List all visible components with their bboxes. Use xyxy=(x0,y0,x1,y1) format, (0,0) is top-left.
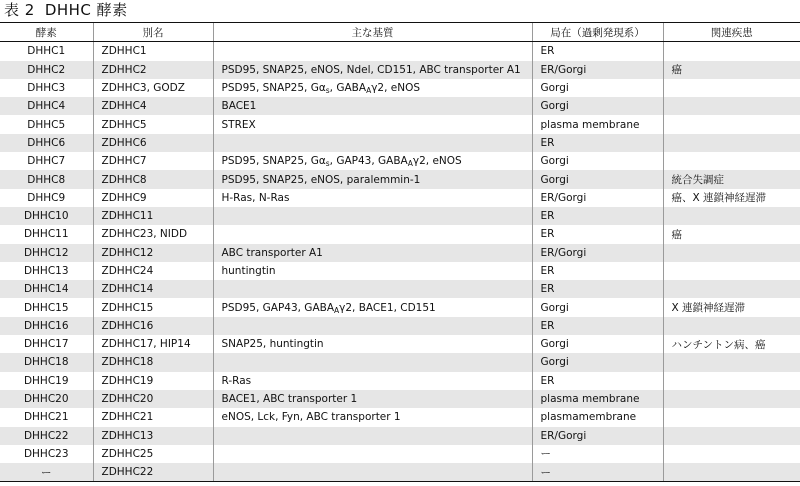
cell-disease: X 連鎖神経遅滞 xyxy=(663,298,800,316)
header-row xyxy=(0,23,800,42)
table-row xyxy=(0,353,800,371)
table-header xyxy=(0,23,800,42)
cell-substrates: PSD95, GAP43, $GABA_A\gamma 2$, BACE1, CD151 xyxy=(213,298,532,316)
cell-disease xyxy=(663,79,800,97)
header-enzyme: 酵素 xyxy=(0,23,93,42)
cell-disease: 統合失調症 xyxy=(663,170,800,188)
cell-enzyme: DHHC2 xyxy=(0,61,93,79)
table-row xyxy=(0,189,800,207)
cell-localization: Gorgi xyxy=(532,97,663,115)
header-localization: 局在（過剰発現系） xyxy=(532,23,663,42)
cell-enzyme: DHHC5 xyxy=(27,118,66,131)
cell-enzyme: DHHC6 xyxy=(0,134,93,152)
cell-enzyme: DHHC18 xyxy=(0,353,93,371)
cell-localization: ER xyxy=(532,207,663,225)
table-row xyxy=(0,372,800,390)
cell-enzyme: DHHC20 xyxy=(0,390,93,408)
cell-localization: Gorgi xyxy=(532,298,663,316)
cell-alias: ZDHHC24 xyxy=(93,262,213,280)
cell-localization: ER xyxy=(532,280,663,298)
cell-localization: ER/Gorgi xyxy=(532,427,663,445)
cell-disease xyxy=(663,353,800,371)
cell-substrates: BACE1 xyxy=(213,97,532,115)
table-row xyxy=(0,170,800,188)
cell-disease: 癌、X 連鎖神経遅滞 xyxy=(663,189,800,207)
cell-alias: ZDHHC8 xyxy=(93,170,213,188)
cell-disease xyxy=(663,280,800,298)
table-caption: DHHC 酵素 xyxy=(44,1,128,19)
cell-enzyme: DHHC13 xyxy=(23,265,69,277)
table-row xyxy=(0,79,800,97)
cell-enzyme: DHHC11 xyxy=(23,228,69,241)
cell-alias: ZDHHC12 xyxy=(93,244,213,262)
cell-enzyme: DHHC3 xyxy=(27,82,66,95)
cell-localization: ー xyxy=(532,445,663,463)
cell-substrates: PSD95, SNAP25, $G\alpha_s$, GAP43, $GABA_A\gamma 2$, eNOS xyxy=(213,152,532,170)
cell-enzyme: DHHC10 xyxy=(0,207,93,225)
cell-substrates: PSD95, SNAP25, $G\alpha_s$, $GABA_A\gamma 2$, eNOS xyxy=(213,79,532,97)
cell-enzyme: DHHC17 xyxy=(23,338,69,351)
cell-alias: ZDHHC5 xyxy=(93,115,213,133)
cell-enzyme: DHHC8 xyxy=(0,170,93,188)
cell-alias: ZDHHC6 xyxy=(93,134,213,152)
cell-alias: ZDHHC2 xyxy=(93,61,213,79)
cell-localization: Gorgi xyxy=(532,170,663,188)
cell-substrates: R-Ras xyxy=(213,372,532,390)
cell-substrates xyxy=(213,134,532,152)
cell-localization: ER xyxy=(532,134,663,152)
cell-disease xyxy=(663,372,800,390)
cell-localization: Gorgi xyxy=(532,79,663,97)
table-row xyxy=(0,463,800,482)
cell-disease xyxy=(663,463,800,482)
cell-disease xyxy=(663,115,800,133)
cell-disease xyxy=(663,262,800,280)
cell-disease xyxy=(663,317,800,335)
cell-disease: 癌 xyxy=(663,225,800,243)
table-row xyxy=(0,408,800,426)
cell-disease xyxy=(663,244,800,262)
cell-enzyme: DHHC19 xyxy=(23,374,69,387)
cell-alias: ZDHHC18 xyxy=(93,353,213,371)
cell-alias: ZDHHC11 xyxy=(93,207,213,225)
cell-localization: plasma membrane xyxy=(532,390,663,408)
table-body xyxy=(0,42,800,482)
cell-localization: plasmamembrane xyxy=(532,408,663,426)
cell-enzyme: DHHC14 xyxy=(0,280,93,298)
table-row xyxy=(0,317,800,335)
cell-localization: plasma membrane xyxy=(532,115,663,133)
cell-alias: ZDHHC14 xyxy=(93,280,213,298)
cell-enzyme: DHHC16 xyxy=(0,317,93,335)
cell-localization: ER xyxy=(532,225,663,243)
cell-enzyme: DHHC7 xyxy=(27,155,66,168)
header-alias: 別名 xyxy=(93,23,213,42)
cell-disease: ハンチントン病、癌 xyxy=(663,335,800,353)
cell-disease xyxy=(663,445,800,463)
cell-alias: ZDHHC9 xyxy=(93,189,213,207)
cell-alias: ZDHHC4 xyxy=(93,97,213,115)
cell-substrates xyxy=(213,42,532,61)
cell-alias: ZDHHC3, GODZ xyxy=(93,79,213,97)
cell-substrates: SNAP25, huntingtin xyxy=(213,335,532,353)
cell-disease xyxy=(663,42,800,61)
cell-substrates: BACE1, ABC transporter 1 xyxy=(213,390,532,408)
cell-enzyme: ー xyxy=(0,463,93,482)
cell-alias: ZDHHC7 xyxy=(93,152,213,170)
cell-substrates: STREX xyxy=(213,115,532,133)
cell-localization: ER xyxy=(532,317,663,335)
cell-localization: Gorgi xyxy=(532,353,663,371)
cell-disease xyxy=(663,152,800,170)
cell-disease xyxy=(663,427,800,445)
cell-disease xyxy=(663,97,800,115)
cell-enzyme: DHHC22 xyxy=(0,427,93,445)
cell-alias: ZDHHC22 xyxy=(93,463,213,482)
cell-enzyme: DHHC23 xyxy=(23,447,69,460)
header-disease: 関連疾患 xyxy=(663,23,800,42)
table-row xyxy=(0,280,800,298)
table-title xyxy=(4,0,128,20)
cell-enzyme: DHHC21 xyxy=(23,411,69,424)
cell-substrates xyxy=(213,353,532,371)
cell-alias: ZDHHC20 xyxy=(93,390,213,408)
table-row xyxy=(0,134,800,152)
cell-disease xyxy=(663,134,800,152)
cell-localization: ER xyxy=(532,262,663,280)
cell-localization: ER xyxy=(532,372,663,390)
cell-alias: ZDHHC21 xyxy=(93,408,213,426)
cell-alias: ZDHHC13 xyxy=(93,427,213,445)
cell-substrates: eNOS, Lck, Fyn, ABC transporter 1 xyxy=(213,408,532,426)
cell-substrates xyxy=(213,317,532,335)
cell-localization: ER xyxy=(532,42,663,61)
table-row xyxy=(0,244,800,262)
cell-disease xyxy=(663,408,800,426)
cell-substrates: H-Ras, N-Ras xyxy=(213,189,532,207)
table-row xyxy=(0,61,800,79)
cell-disease xyxy=(663,207,800,225)
cell-substrates xyxy=(213,280,532,298)
cell-alias: ZDHHC17, HIP14 xyxy=(93,335,213,353)
table-row xyxy=(0,390,800,408)
table-row xyxy=(0,42,800,61)
cell-enzyme: DHHC9 xyxy=(27,191,66,204)
cell-substrates: PSD95, SNAP25, eNOS, Ndel, CD151, ABC transporter A1 xyxy=(213,61,532,79)
cell-substrates xyxy=(213,463,532,482)
cell-alias: ZDHHC1 xyxy=(93,42,213,61)
cell-substrates xyxy=(213,445,532,463)
cell-alias: ZDHHC23, NIDD xyxy=(93,225,213,243)
cell-substrates: PSD95, SNAP25, eNOS, paralemmin-1 xyxy=(213,170,532,188)
table-row xyxy=(0,445,800,463)
cell-substrates: huntingtin xyxy=(213,262,532,280)
table-number: 表 2 xyxy=(4,1,35,19)
cell-enzyme: DHHC4 xyxy=(0,97,93,115)
cell-localization: ER/Gorgi xyxy=(532,189,663,207)
cell-alias: ZDHHC19 xyxy=(93,372,213,390)
cell-enzyme: DHHC12 xyxy=(0,244,93,262)
table-row xyxy=(0,262,800,280)
cell-localization: ー xyxy=(532,463,663,482)
table-row xyxy=(0,152,800,170)
cell-localization: ER/Gorgi xyxy=(532,61,663,79)
cell-substrates: ABC transporter A1 xyxy=(213,244,532,262)
cell-enzyme: DHHC1 xyxy=(27,45,66,58)
cell-localization: Gorgi xyxy=(532,152,663,170)
table-row xyxy=(0,225,800,243)
cell-alias: ZDHHC25 xyxy=(93,445,213,463)
table-row xyxy=(0,207,800,225)
table-row xyxy=(0,115,800,133)
cell-substrates xyxy=(213,427,532,445)
cell-alias: ZDHHC15 xyxy=(93,298,213,316)
dhhc-enzyme-table xyxy=(0,22,800,482)
cell-enzyme: DHHC15 xyxy=(23,301,69,314)
table-row xyxy=(0,427,800,445)
table-row xyxy=(0,97,800,115)
cell-alias: ZDHHC16 xyxy=(93,317,213,335)
cell-localization: Gorgi xyxy=(532,335,663,353)
table-row xyxy=(0,298,800,316)
cell-localization: ER/Gorgi xyxy=(532,244,663,262)
table-row xyxy=(0,335,800,353)
cell-disease xyxy=(663,390,800,408)
header-substrates: 主な基質 xyxy=(213,23,532,42)
cell-substrates xyxy=(213,207,532,225)
cell-disease: 癌 xyxy=(663,61,800,79)
cell-substrates xyxy=(213,225,532,243)
